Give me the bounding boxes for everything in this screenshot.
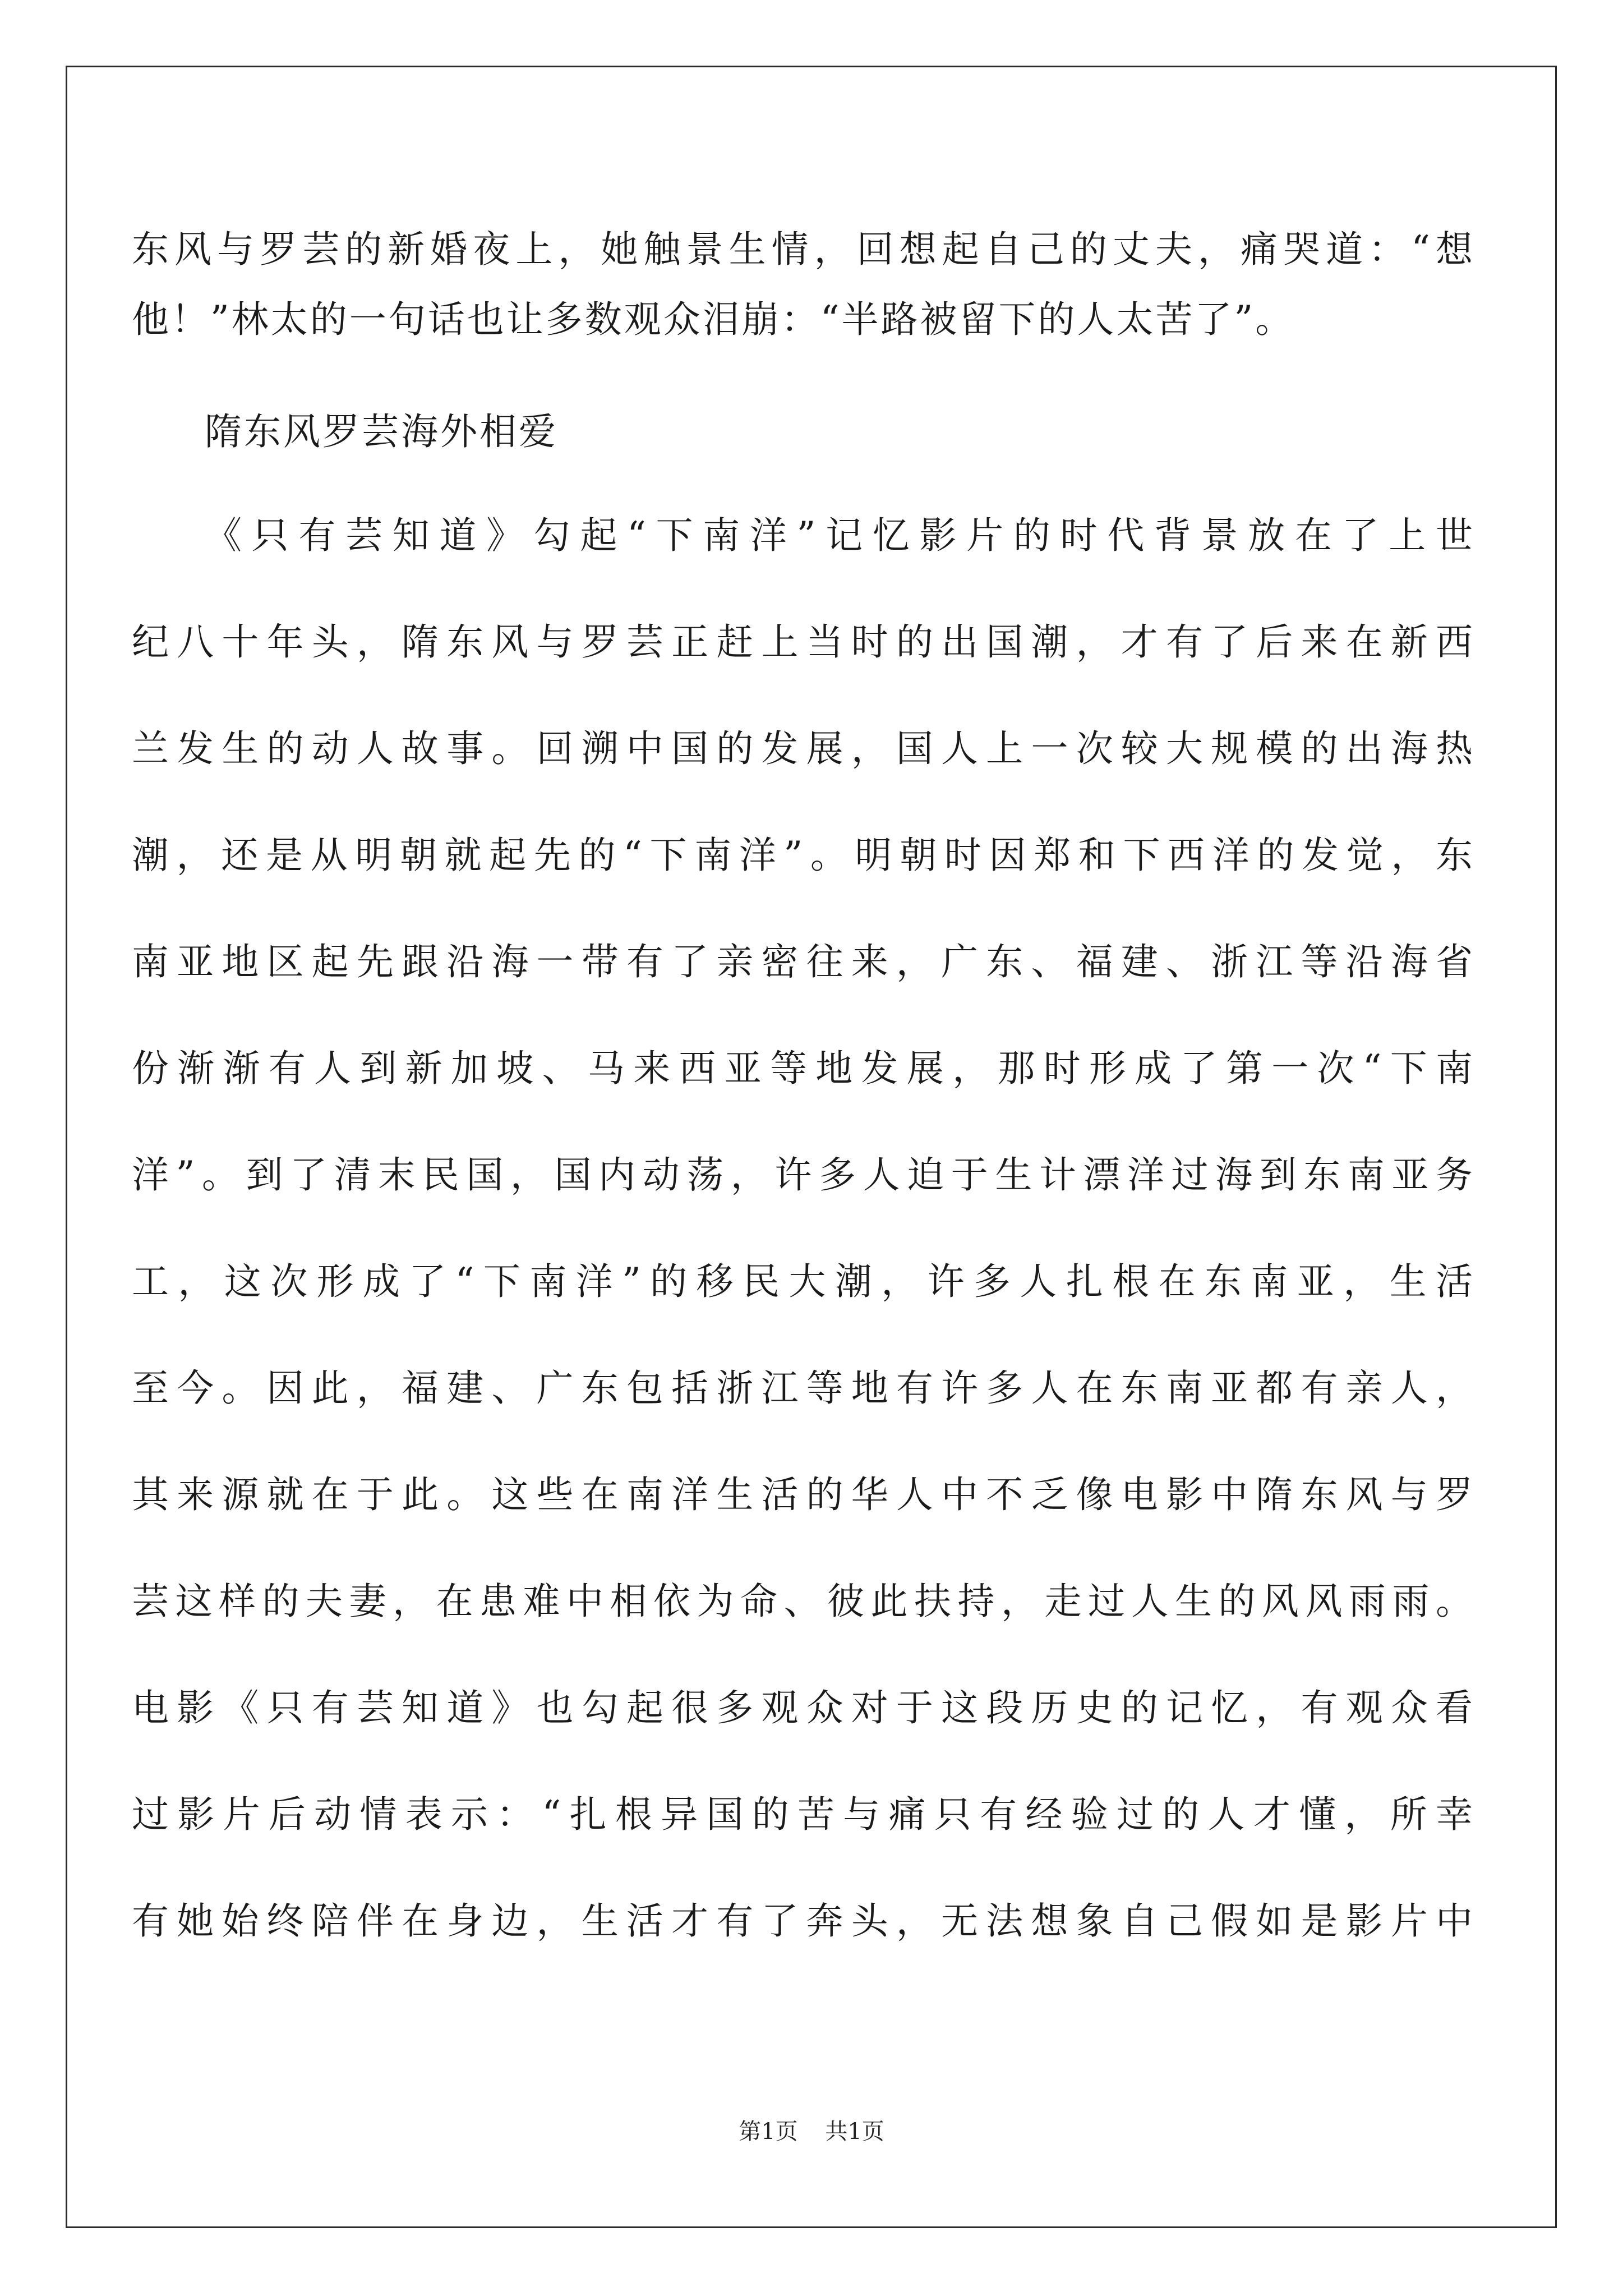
- text-line: 电影《只有芸知道》也勾起很多观众对于这段历史的记忆，有观众看: [132, 1686, 1475, 1729]
- page-total: 共1页: [825, 2119, 884, 2145]
- text-line: 纪八十年头，隋东风与罗芸正赶上当时的出国潮，才有了后来在新西: [132, 620, 1475, 664]
- text-line: 工，这次形成了“下南洋”的移民大潮，许多人扎根在东南亚，生活: [132, 1260, 1475, 1303]
- text-line: 有她始终陪伴在身边，生活才有了奔头，无法想象自己假如是影片中: [132, 1899, 1475, 1943]
- text-line: 洋”。到了清末民国，国内动荡，许多人迫于生计漂洋过海到东南亚务: [132, 1153, 1475, 1197]
- text-line: 份渐渐有人到新加坡、马来西亚等地发展，那时形成了第一次“下南: [132, 1047, 1475, 1090]
- text-line: 至今。因此，福建、广东包括浙江等地有许多人在东南亚都有亲人，: [132, 1366, 1475, 1410]
- text-line: 东风与罗芸的新婚夜上，她触景生情，回想起自己的丈夫，痛哭道：“想: [132, 228, 1475, 271]
- text-line: 兰发生的动人故事。回溯中国的发展，国人上一次较大规模的出海热: [132, 727, 1475, 770]
- text-line: 他！”林太的一句话也让多数观众泪崩：“半路被留下的人太苦了”。: [132, 298, 1295, 341]
- text-line: 潮，还是从明朝就起先的“下南洋”。明朝时因郑和下西洋的发觉，东: [132, 834, 1475, 877]
- page-footer: [0, 2115, 1623, 2148]
- text-line: 芸这样的夫妻，在患难中相依为命、彼此扶持，走过人生的风风雨雨。: [132, 1580, 1475, 1623]
- text-line: 《只有芸知道》勾起“下南洋”记忆影片的时代背景放在了上世: [205, 514, 1475, 557]
- page-number: 第1页: [739, 2119, 798, 2145]
- text-line: 过影片后动情表示：“扎根异国的苦与痛只有经验过的人才懂，所幸: [132, 1793, 1475, 1836]
- text-line: 南亚地区起先跟沿海一带有了亲密往来，广东、福建、浙江等沿海省: [132, 940, 1475, 983]
- text-line: 其来源就在于此。这些在南洋生活的华人中不乏像电影中隋东风与罗: [132, 1473, 1475, 1516]
- section-heading: 隋东风罗芸海外相爱: [205, 410, 558, 453]
